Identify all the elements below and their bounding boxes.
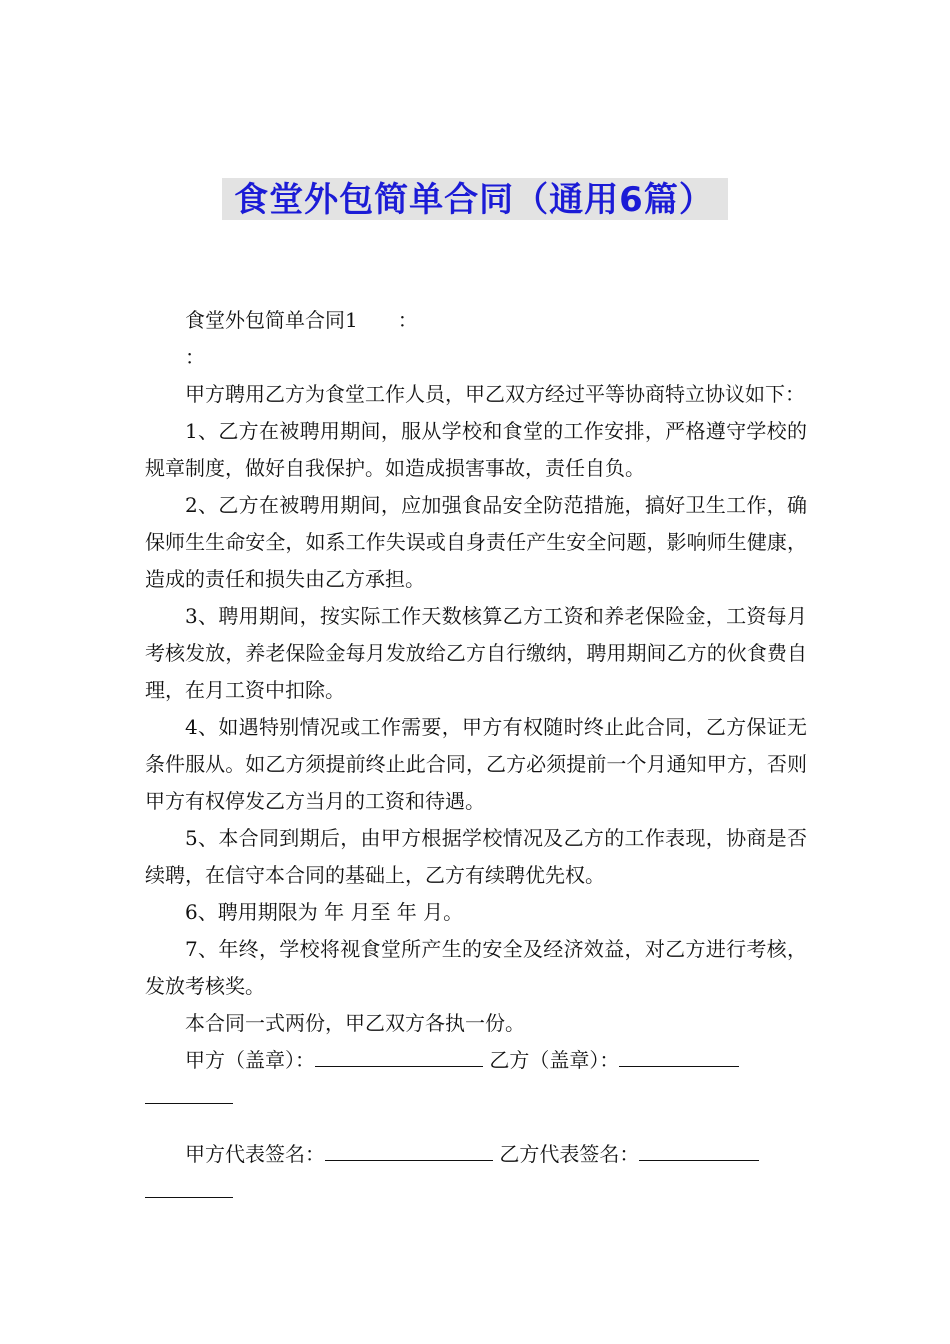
section-heading	[145, 302, 807, 339]
colon-text: ：	[185, 345, 205, 369]
heading-colon: ：	[397, 308, 418, 332]
party-b-seal-label: 乙方（盖章）：	[489, 1048, 620, 1072]
party-b-seal-blank-cont[interactable]	[145, 1083, 233, 1104]
paragraph-copies: 本合同一式两份，甲乙双方各执一份。	[185, 1011, 525, 1035]
paragraph-intro: 甲方聘用乙方为食堂工作人员，甲乙双方经过平等协商特立协议如下：	[185, 382, 805, 406]
rep-signature-line	[145, 1136, 807, 1173]
section-heading-text: 食堂外包简单合同1	[185, 308, 358, 332]
rep-signature-continuation	[145, 1173, 807, 1210]
seal-signature-line	[145, 1042, 807, 1079]
title-wrap	[0, 178, 950, 220]
document-body	[145, 302, 807, 1210]
clause-5: 5、本合同到期后，由甲方根据学校情况及乙方的工作表现，协商是否续聘，在信守本合同的基础上，乙方有续聘优先权。	[145, 826, 807, 887]
clause-7: 7、年终，学校将视食堂所产生的安全及经济效益，对乙方进行考核，发放考核奖。	[145, 937, 807, 998]
party-b-seal-blank[interactable]	[619, 1046, 739, 1067]
party-a-seal-blank[interactable]	[315, 1046, 483, 1067]
party-b-rep-blank[interactable]	[639, 1140, 759, 1161]
party-b-rep-blank-cont[interactable]	[145, 1177, 233, 1198]
clause-3: 3、聘用期间，按实际工作天数核算乙方工资和养老保险金，工资每月考核发放，养老保险金每月发放给乙方自行缴纳，聘用期间乙方的伙食费自理，在月工资中扣除。	[145, 604, 807, 702]
clause-2: 2、乙方在被聘用期间，应加强食品安全防范措施，搞好卫生工作，确保师生生命安全，如系工作失误或自身责任产生安全问题，影响师生健康，造成的责任和损失由乙方承担。	[145, 493, 807, 591]
colon-line	[145, 339, 807, 376]
party-a-rep-label: 甲方代表签名：	[185, 1142, 325, 1166]
clause-4: 4、如遇特别情况或工作需要，甲方有权随时终止此合同，乙方保证无条件服从。如乙方须提前终止此合同，乙方必须提前一个月通知甲方，否则甲方有权停发乙方当月的工资和待遇。	[145, 715, 807, 813]
party-a-rep-blank[interactable]	[325, 1140, 493, 1161]
document-title: 食堂外包简单合同（通用6篇）	[222, 178, 728, 220]
clause-6: 6、聘用期限为 年 月至 年 月。	[185, 900, 464, 924]
seal-signature-continuation	[145, 1079, 807, 1116]
party-a-seal-label: 甲方（盖章）：	[185, 1048, 315, 1072]
clause-1: 1、乙方在被聘用期间，服从学校和食堂的工作安排，严格遵守学校的规章制度，做好自我保护。如造成损害事故，责任自负。	[145, 419, 807, 480]
party-b-rep-label: 乙方代表签名：	[499, 1142, 640, 1166]
